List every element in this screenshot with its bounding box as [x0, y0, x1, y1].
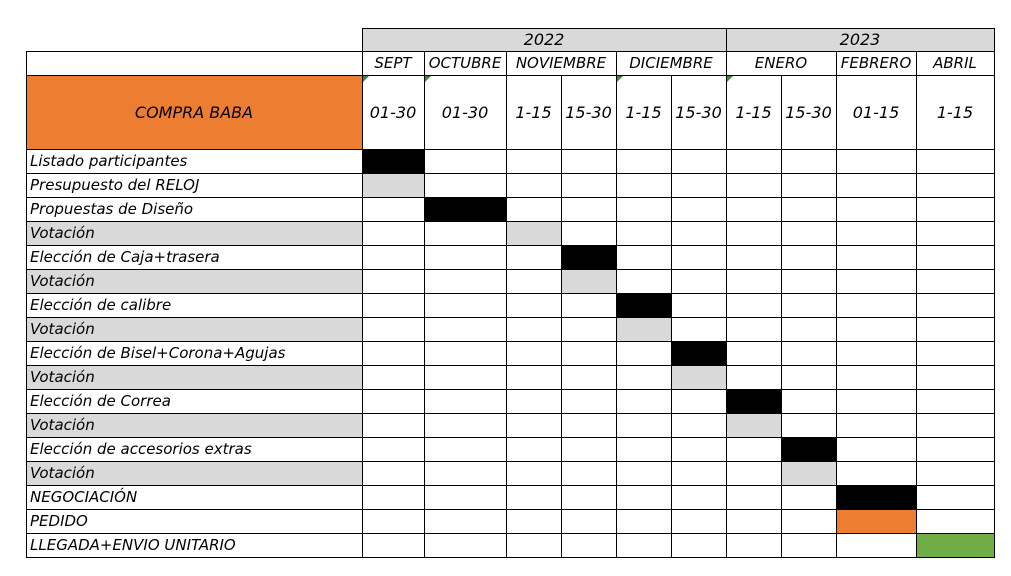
period-header: 15-30 [565, 102, 612, 122]
grid-line-h [26, 269, 995, 270]
task-label: Elección de Caja+trasera [30, 248, 220, 266]
month-header: NOVIEMBRE [515, 54, 607, 72]
period-header: 1-15 [625, 102, 662, 122]
task-bar [616, 317, 671, 341]
grid-line-v [726, 28, 727, 558]
month-header: ENERO [754, 54, 808, 72]
grid-line-h [26, 485, 995, 486]
year-header-2022: 2022 [362, 28, 726, 51]
task-label: PEDIDO [30, 512, 88, 530]
task-bar [836, 509, 916, 533]
grid-line-h [26, 149, 995, 150]
year-header-2023: 2023 [726, 28, 994, 51]
task-bar [362, 173, 424, 197]
task-label: Listado participantes [30, 152, 188, 170]
period-header: 15-30 [675, 102, 722, 122]
task-bar [616, 293, 671, 317]
task-label: Presupuesto del RELOJ [30, 176, 200, 194]
month-header: FEBRERO [840, 54, 912, 72]
period-header: 15-30 [785, 102, 832, 122]
grid-line-h [26, 389, 995, 390]
project-title: COMPRA BABA [26, 75, 362, 149]
grid-line-v [994, 28, 995, 558]
month-header: ABRIL [933, 54, 977, 72]
task-bar [781, 461, 836, 485]
task-bar [726, 413, 781, 437]
grid-line-v [671, 75, 672, 558]
task-bar [671, 365, 726, 389]
task-label: Votación [26, 365, 362, 389]
grid-line-h [26, 245, 995, 246]
grid-line-h [26, 533, 995, 534]
task-bar [506, 221, 561, 245]
month-header: DICIEMBRE [629, 54, 713, 72]
period-header: 1-15 [735, 102, 772, 122]
grid-line-h [26, 437, 995, 438]
task-label: Votación [26, 461, 362, 485]
month-header: SEPT [374, 54, 412, 72]
period-header: 1-15 [936, 102, 974, 122]
period-header: 01-30 [369, 102, 417, 122]
task-label: Votación [26, 269, 362, 293]
grid-line-h [26, 173, 995, 174]
grid-line-v [781, 75, 782, 558]
grid-line-v [424, 51, 425, 558]
task-bar [561, 269, 616, 293]
task-bar [424, 197, 506, 221]
task-bar [726, 389, 781, 413]
task-label: Votación [26, 413, 362, 437]
task-label: Elección de accesorios extras [30, 440, 252, 458]
grid-line-v [506, 51, 507, 558]
grid-line-h [26, 341, 995, 342]
grid-line-v [362, 28, 363, 558]
grid-line-v [616, 51, 617, 558]
task-bar [781, 437, 836, 461]
grid-line-v [26, 51, 27, 558]
task-label: Votación [26, 221, 362, 245]
task-label: Elección de Bisel+Corona+Agujas [30, 344, 286, 362]
month-header: OCTUBRE [428, 54, 502, 72]
grid-line-h [26, 557, 995, 558]
grid-line-v [561, 75, 562, 558]
grid-line-h [362, 28, 995, 29]
grid-line-h [26, 317, 995, 318]
task-bar [671, 341, 726, 365]
task-label: Elección de Correa [30, 392, 171, 410]
task-label: LLEGADA+ENVIO UNITARIO [30, 536, 236, 554]
period-header: 01-15 [852, 102, 900, 122]
task-label: Votación [26, 317, 362, 341]
grid-line-v [916, 51, 917, 558]
grid-line-h [26, 365, 995, 366]
task-bar [362, 149, 424, 173]
period-header: 1-15 [515, 102, 552, 122]
grid-line-h [26, 461, 995, 462]
grid-line-h [26, 75, 995, 76]
grid-line-v [836, 51, 837, 558]
task-bar [836, 485, 916, 509]
task-bar [561, 245, 616, 269]
grid-line-h [26, 51, 995, 52]
grid-line-h [26, 293, 995, 294]
grid-line-h [26, 221, 995, 222]
grid-line-h [26, 197, 995, 198]
period-header: 01-30 [441, 102, 489, 122]
grid-line-h [26, 413, 995, 414]
task-label: Elección de calibre [30, 296, 172, 314]
task-bar [916, 533, 994, 557]
task-label: Propuestas de Diseño [30, 200, 194, 218]
task-label: NEGOCIACIÓN [30, 488, 138, 506]
grid-line-h [26, 509, 995, 510]
